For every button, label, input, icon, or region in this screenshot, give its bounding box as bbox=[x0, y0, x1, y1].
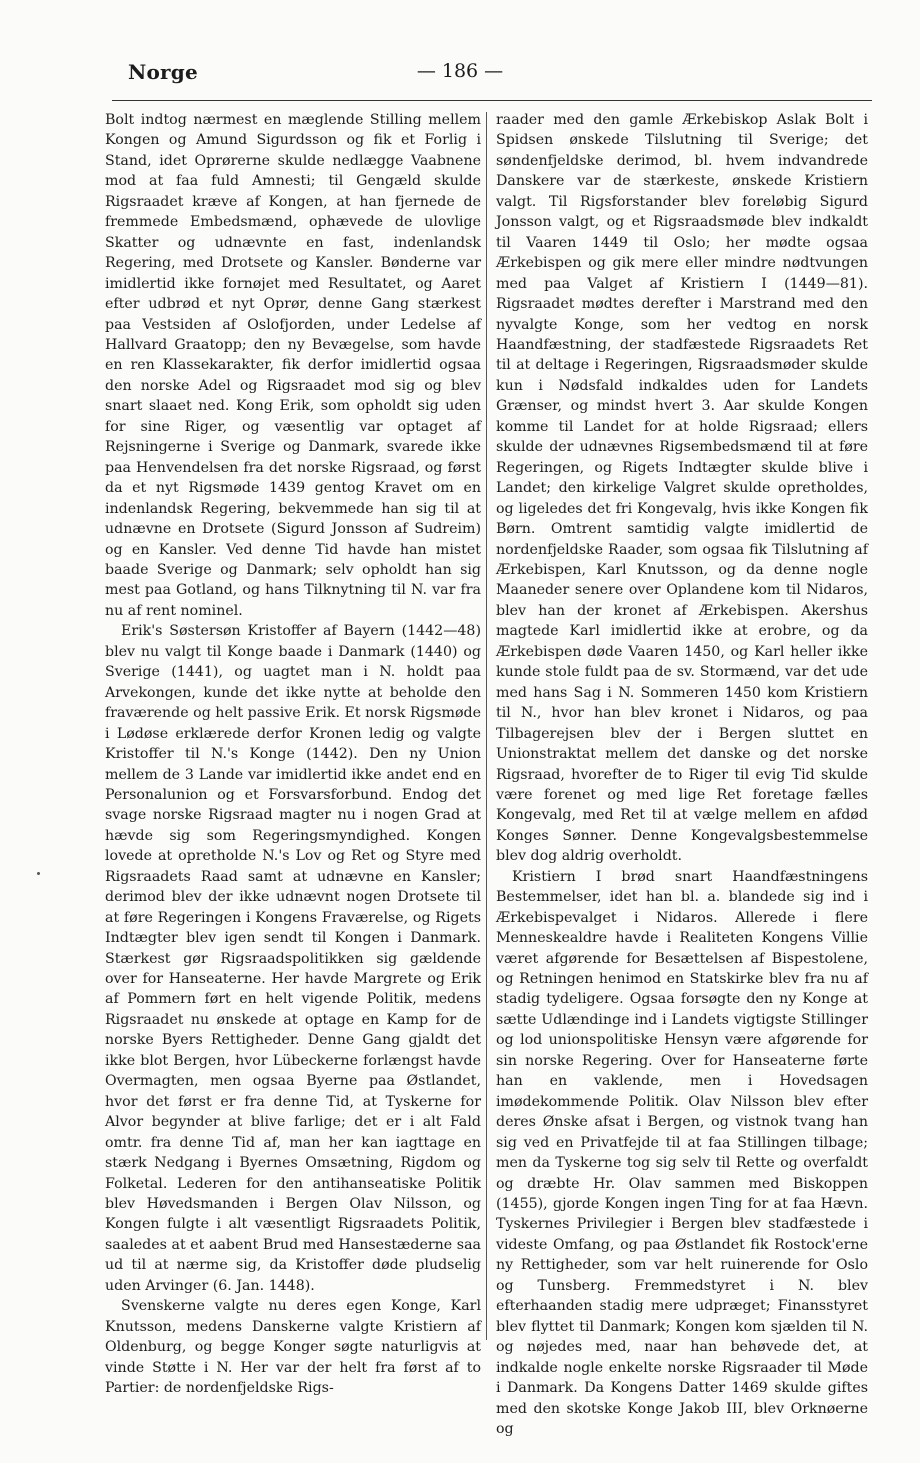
paragraph: Bolt indtog nærmest en mæglende Stilling mellem Kongen og Amund Sigurdsson og fik et Forlig i Stand, idet Oprørerne skulde nedlægge Vaabnene mod at faa fuld Amnesti; til Gengæld skulde Rigsraadet kræve af Kongen, at han fjernede de fremmede Embedsmænd, ophævede de ulovlige Skatter og udnævnte en fast, indenlandsk Regering, med Drotsete og Kansler. Bønderne var imidlertid ikke fornøjet med Resultatet, og Aaret efter udbrød et nyt Oprør, denne Gang stærkest paa Vestsiden af Oslofjorden, under Ledelse af Hallvard Graatopp; den ny Bevægelse, som havde en ren Klassekarakter, fik derfor imidlertid ogsaa den norske Adel og Rigsraadet mod sig og blev snart slaaet ned. Kong Erik, som opholdt sig uden for sine Riger, og væsentlig var optaget af Rejsningerne i Sverige og Danmark, svarede ikke paa Henvendelsen fra det norske Rigsraad, og først da et nyt Rigsmøde 1439 gentog Kravet om en indenlandsk Regering, bekvemmede han sig til at udnævne en Drotsete (Sigurd Jonsson af Sudreim) og en Kansler. Ved denne Tid havde han mistet baade Sverige og Danmark; selv opholdt han sig mest paa Gotland, og hans Tilknytning til N. var fra nu af rent nominel. bbox=[105, 112, 481, 619]
paragraph: raader med den gamle Ærkebiskop Aslak Bolt i Spidsen ønskede Tilslutning til Sverige; det søndenfjeldske derimod, bl. hvem indvandrede Danskere var de stærkeste, ønskede Kristiern valgt. Til Rigsforstander blev foreløbig Sigurd Jonsson valgt, og et Rigsraadsmøde blev indkaldt til Vaaren 1449 til Oslo; her mødte ogsaa Ærkebispen og gik mere eller mindre nødtvungen med paa Valget af Kristiern I (1449—81). Rigsraadet mødtes derefter i Marstrand med den nyvalgte Konge, som her vedtog en norsk Haandfæstning, der stadfæstede Rigsraadets Ret til at deltage i Regeringen, Rigsraadsmøder skulde kun i Nødsfald indkaldes uden for Landets Grænser, og mindst hvert 3. Aar skulde Kongen komme til Landet for at holde Rigsraad; ellers skulde der udnævnes Rigsembedsmænd til at føre Regeringen, og Rigets Indtægter skulde blive i Landet; den kirkelige Valgret skulde opretholdes, og ligeledes det fri Kongevalg, hvis ikke Kongen fik Børn. Omtrent samtidig valgte imidlertid de nordenfjeldske Raader, som ogsaa fik Tilslutning af Ærkebispen, Karl Knutsson, og da denne nogle Maaneder senere over Oplandene kom til Nidaros, blev han der kronet af Ærkebispen. Akershus magtede Karl imidlertid ikke at erobre, og da Ærkebispen døde Vaaren 1450, og Karl heller ikke kunde stole fuldt paa de sv. Stormænd, var det ude med hans Sag i N. Sommeren 1450 kom Kristiern til N., hvor han blev kronet i Nidaros, og paa Tilbagerejsen blev der i Bergen sluttet en Unionstraktat mellem det danske og det norske Rigsraad, hvorefter de to Riger til evig Tid skulde være forenet og med lige Ret foretage fælles Kongevalg, med Ret til at vælge mellem en afdød Konges Sønner. Denne Kongevalgsbestemmelse blev dog aldrig overholdt. bbox=[496, 112, 868, 865]
page-header bbox=[0, 0, 920, 110]
page-number: — 186 — bbox=[416, 60, 504, 82]
margin-speck bbox=[37, 872, 40, 875]
paragraph: Svenskerne valgte nu deres egen Konge, Karl Knutsson, medens Danskerne valgte Kristiern af Oldenburg, og begge Konger søgte naturligvis at vinde Støtte i N. Her var der helt fra først af to Partier: de nordenfjeldske Rigs- bbox=[105, 1298, 481, 1397]
paragraph: Erik's Søstersøn Kristoffer af Bayern (1442—48) blev nu valgt til Konge baade i Danmark (1440) og Sverige (1441), og uagtet man i N. holdt paa Arvekongen, kunde det ikke nytte at beholde den fraværende og helt passive Erik. Et norsk Rigsmøde i Lødøse erklærede derfor Kronen ledig og valgte Kristoffer til N.'s Konge (1442). Den ny Union mellem de 3 Lande var imidlertid ikke andet end en Personalunion og et Forsvarsforbund. Endog det svage norske Rigsraad magter nu i nogen Grad at hævde sig som Regeringsmyndighed. Kongen lovede at opretholde N.'s Lov og Ret og Styre med Rigsraadets Raad samt at udnævne en Kansler; derimod blev der ikke udnævnt nogen Drotsete til at føre Regeringen i Kongens Fraværelse, og Rigets Indtægter blev igen sendt til Kongen i Danmark. Stærkest gør Rigsraadspolitikken sig gældende over for Hanseaterne. Her havde Margrete og Erik af Pommern ført en helt vigende Politik, medens Rigsraadet nu ønskede at optage en Kamp for de norske Byers Rettigheder. Denne Gang gjaldt det ikke blot Bergen, hvor Lübeckerne forlængst havde Overmagten, men ogsaa Byerne paa Østlandet, hvor det først er fra denne Tid, at Tyskerne for Alvor begynder at blive farlige; det er i alt Fald omtr. fra denne Tid af, man her kan iagttage en stærk Nedgang i Byernes Omsætning, Rigdom og Folketal. Lederen for den antihanseatiske Politik blev Høvedsmanden i Bergen Olav Nilsson, og Kongen fulgte i alt væsentligt Rigsraadets Politik, saaledes at et aabent Brud med Hansestæderne saa ud til at nærme sig, da Kristoffer døde pludselig uden Arvinger (6. Jan. 1448). bbox=[105, 623, 481, 1294]
right-column bbox=[496, 110, 868, 1439]
header-rule bbox=[112, 100, 872, 101]
paragraph: Kristiern I brød snart Haandfæstningens Bestemmelser, idet han bl. a. blandede sig ind i Ærkebispevalget i Nidaros. Allerede i flere Menneskealdre havde i Realiteten Kongens Villie været afgørende for Besættelsen af Bispestolene, og Retningen henimod en Statskirke blev fra nu af stadig tydeligere. Ogsaa forsøgte den ny Konge at sætte Udlændinge ind i Landets vigtigste Stillinger og lod unionspolitiske Hensyn være afgørende for sin norske Regering. Over for Hanseaterne førte han en vaklende, men i Hovedsagen imødekommende Politik. Olav Nilsson blev efter deres Ønske afsat i Bergen, og vistnok tvang han sig ved en Privatfejde til at faa Stillingen tilbage; men da Tyskerne tog sig selv til Rette og overfaldt og dræbte Hr. Olav sammen med Biskoppen (1455), gjorde Kongen ingen Ting for at faa Hævn. Tyskernes Privilegier i Bergen blev stadfæstede i videste Omfang, og paa Østlandet fik Rostock'erne ny Rettigheder, som var helt ruinerende for Oslo og Tunsberg. Fremmedstyret i N. blev efterhaanden stadig mere udpræget; Finansstyret blev flyttet til Danmark; Kongen kom sjælden til N. og nøjedes med, naar han behøvede det, at indkalde nogle enkelte norske Rigsraader til Møde i Danmark. Da Kongens Datter 1469 skulde giftes med den skotske Konge Jakob III, blev Orknøerne og bbox=[496, 868, 868, 1437]
left-column bbox=[105, 110, 481, 1399]
column-divider bbox=[486, 112, 487, 1340]
running-title: Norge bbox=[128, 60, 198, 84]
